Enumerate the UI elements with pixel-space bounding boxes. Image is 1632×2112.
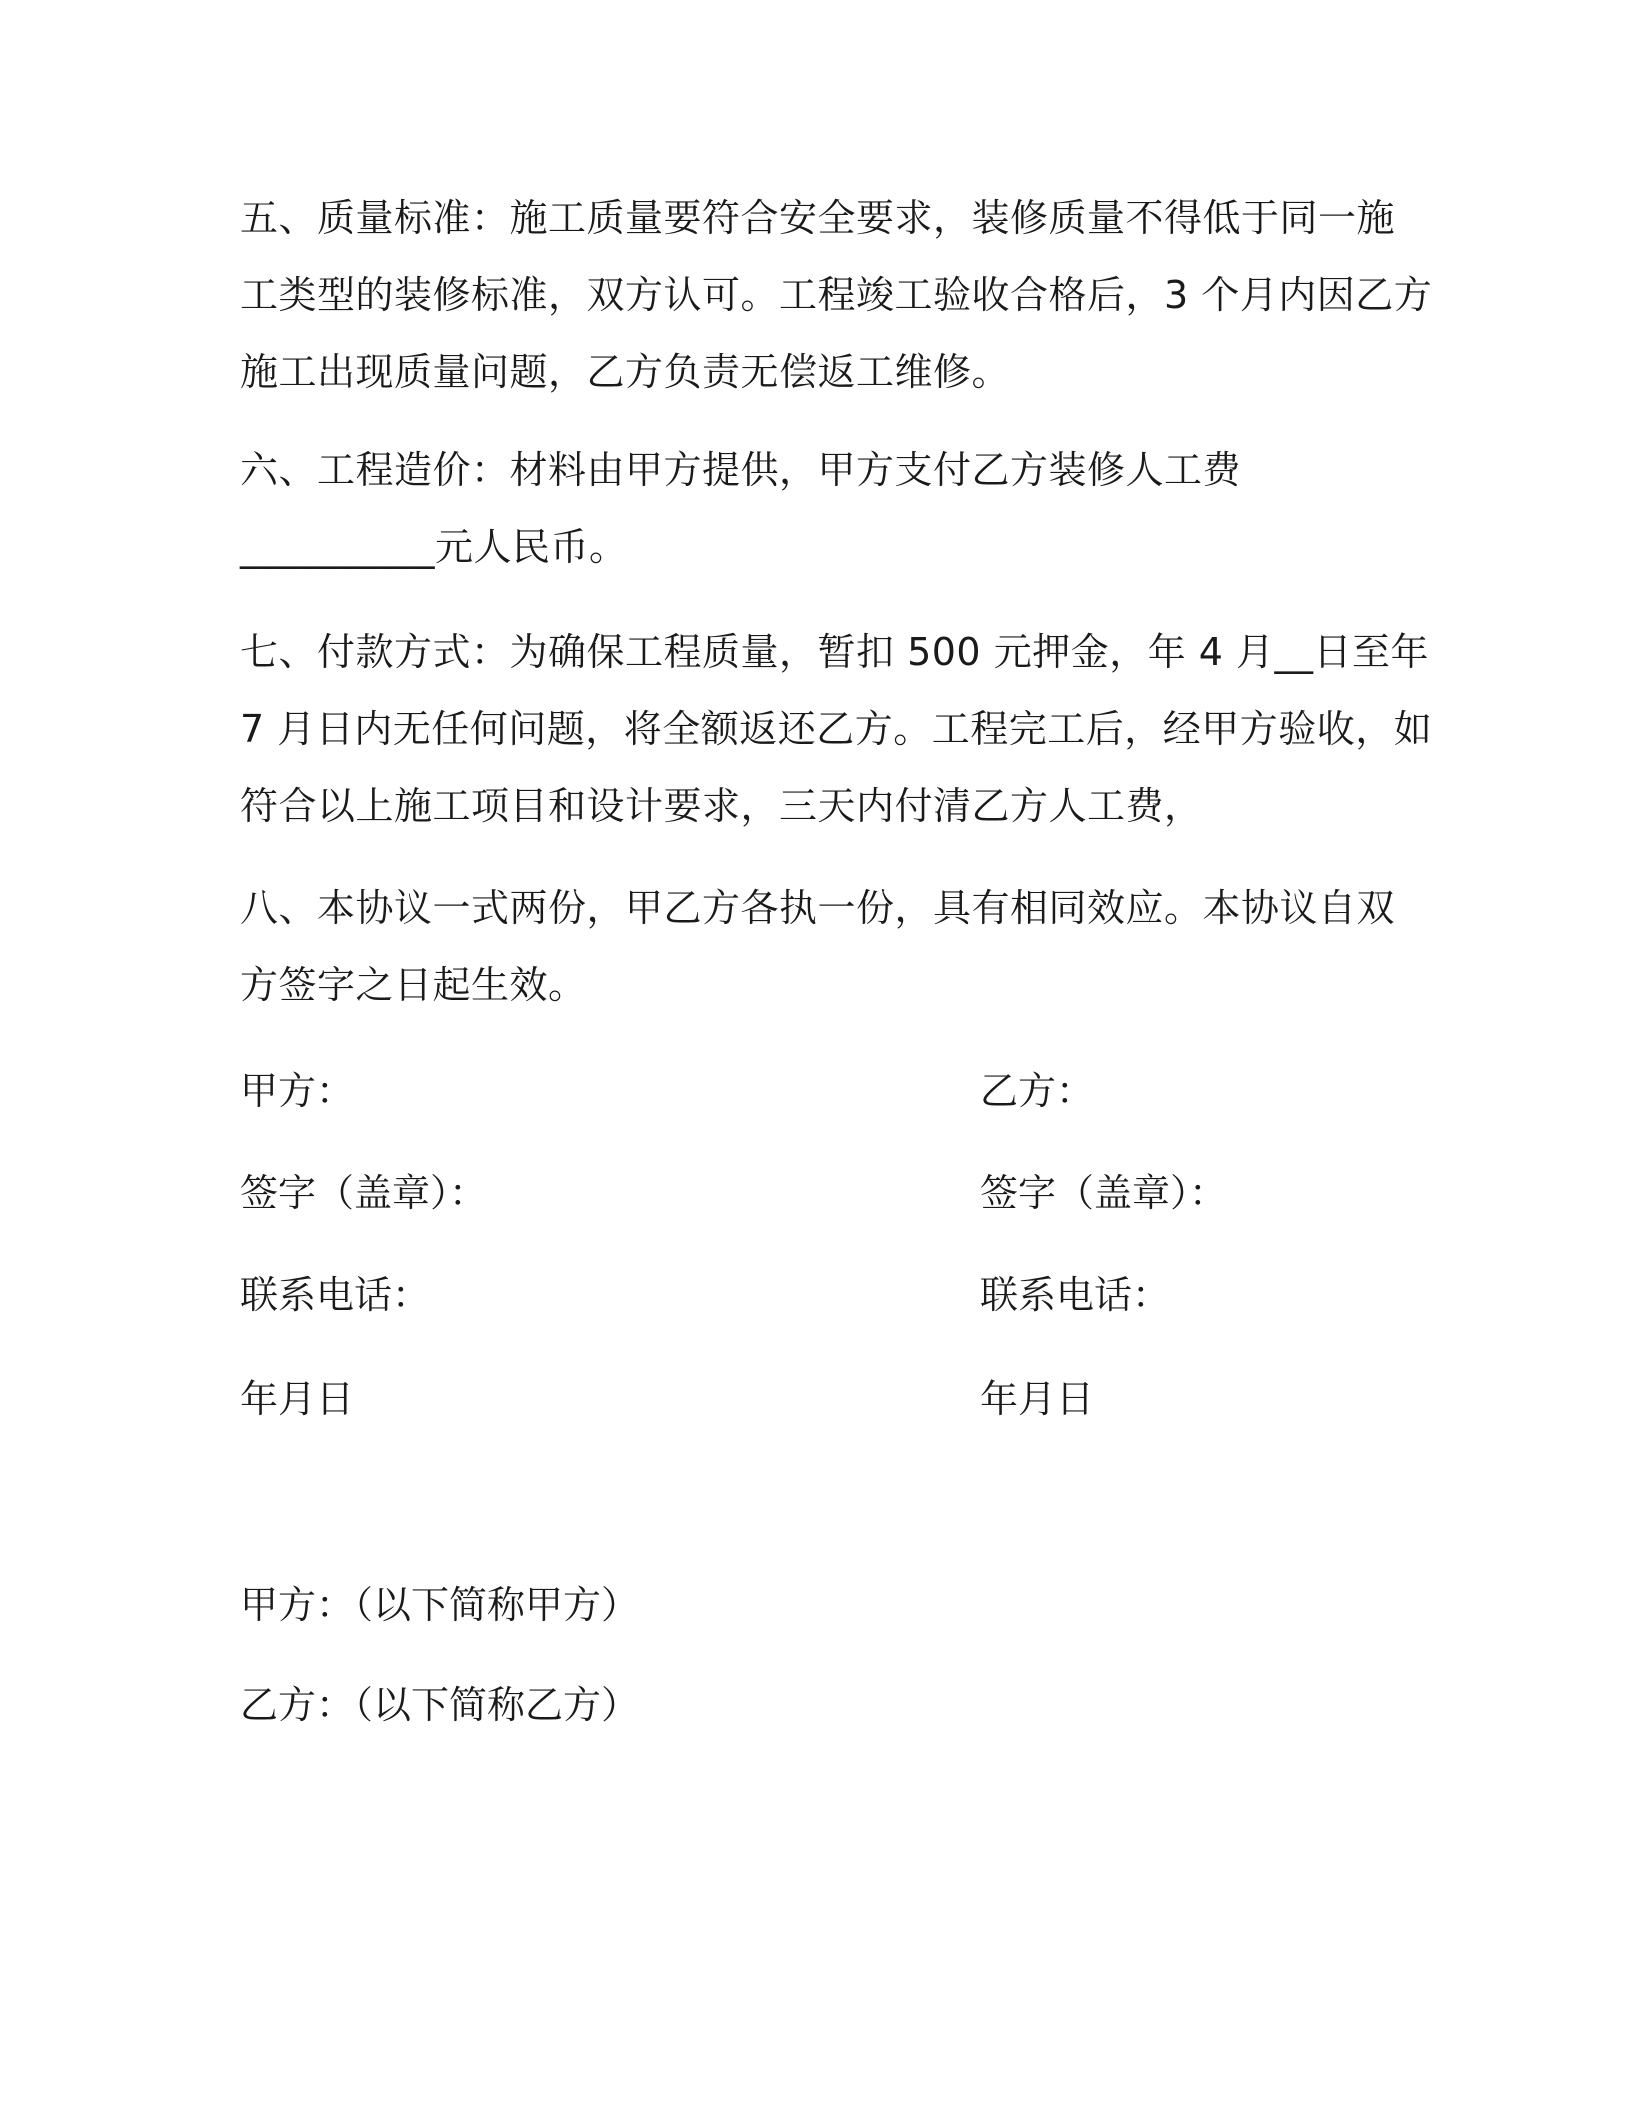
clause-eight-line-2: 方签字之日起生效。	[240, 963, 587, 1007]
next-party-a: 甲方：（以下简称甲方）	[240, 1583, 640, 1627]
clause-six-line-2: __________元人民币。	[240, 525, 628, 569]
clause-eight	[240, 870, 1396, 1024]
party-a-phone-label: 联系电话：	[240, 1273, 431, 1317]
party-a-sign-label: 签字（盖章）：	[240, 1171, 488, 1215]
clause-seven-line-3: 符合以上施工项目和设计要求，三天内付清乙方人工费，	[240, 784, 1203, 828]
party-a-label: 甲方：	[240, 1069, 355, 1113]
clause-seven-line-2: 7 月日内无任何问题，将全额返还乙方。工程完工后，经甲方验收，如	[240, 707, 1433, 751]
clause-five-line-2: 工类型的装修标准，双方认可。工程竣工验收合格后，3 个月内因乙方	[240, 273, 1433, 317]
clause-five-line-3: 施工出现质量问题，乙方负责无偿返工维修。	[240, 350, 1011, 394]
clause-six-line-1: 六、工程造价：材料由甲方提供，甲方支付乙方装修人工费	[240, 448, 1242, 492]
party-b-phone-label: 联系电话：	[980, 1273, 1171, 1317]
next-party-b: 乙方：（以下简称乙方）	[240, 1683, 640, 1727]
clause-five-line-1: 五、质量标准：施工质量要符合安全要求，装修质量不得低于同一施	[240, 196, 1396, 240]
clause-seven	[240, 614, 1433, 845]
party-b-sign-label: 签字（盖章）：	[980, 1171, 1228, 1215]
clause-five	[240, 180, 1433, 411]
party-a-date-label: 年月日	[240, 1377, 355, 1421]
party-b-date-label: 年月日	[980, 1377, 1095, 1421]
clause-six	[240, 432, 1390, 586]
clause-seven-line-1: 七、付款方式：为确保工程质量，暂扣 500 元押金，年 4 月__日至年	[240, 630, 1430, 674]
clause-eight-line-1: 八、本协议一式两份，甲乙方各执一份，具有相同效应。本协议自双	[240, 886, 1396, 930]
party-b-label: 乙方：	[980, 1069, 1095, 1113]
